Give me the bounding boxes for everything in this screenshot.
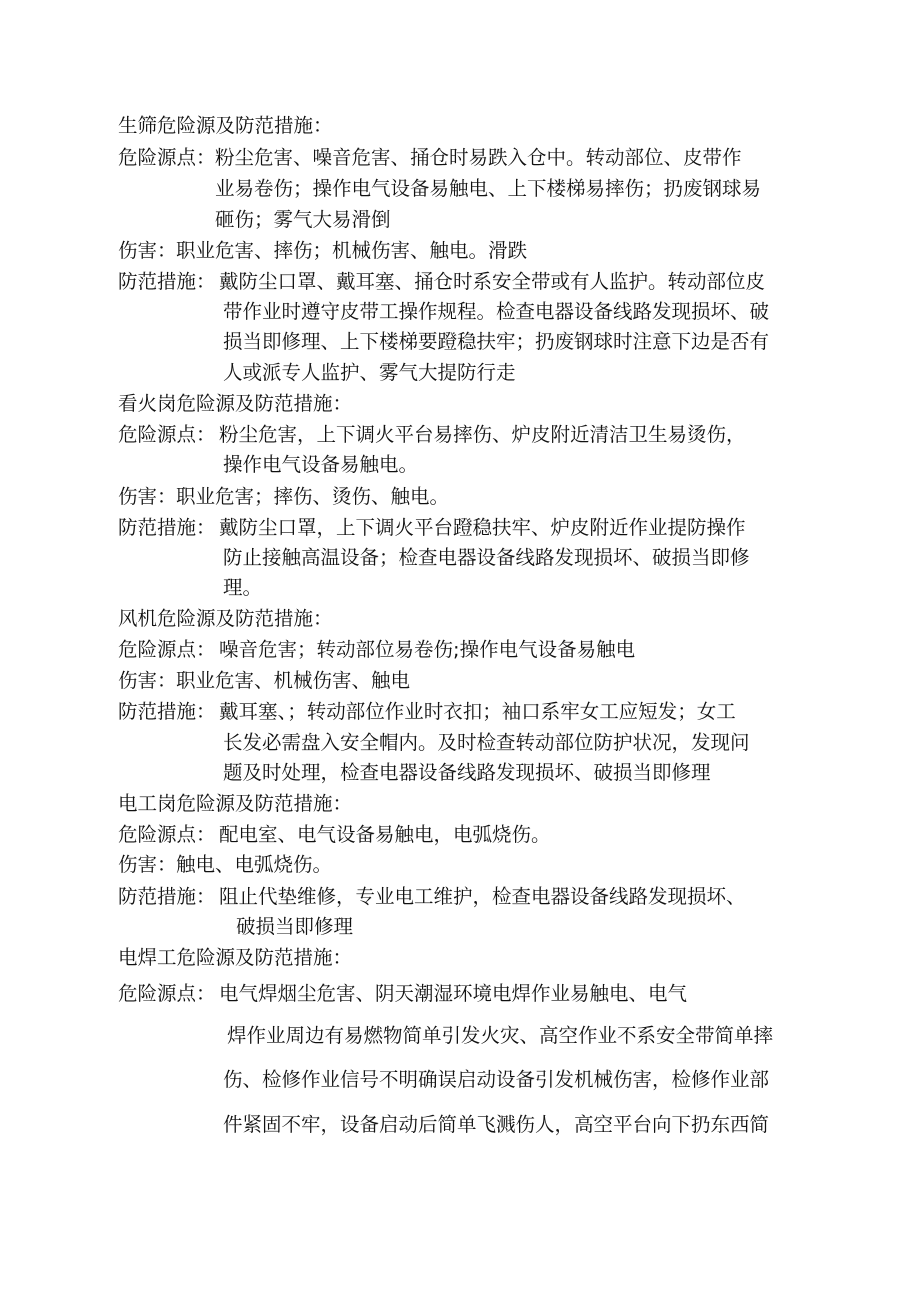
measure-line: 长发必需盘入安全帽内。及时检查转动部位防护状况，发现问 (223, 731, 750, 754)
hazard-line: 电气焊烟尘危害、阴天潮湿环境电焊作业易触电、电气 (219, 982, 688, 1005)
measure-line: 戴防尘口罩、戴耳塞、捅仓时系安全带或有人监护。转动部位皮 (219, 270, 766, 293)
hazard-line: 配电室、电气设备易触电，电弧烧伤。 (219, 823, 551, 846)
measure-label: 防范措施： (118, 516, 216, 539)
measure-line: 人或派专人监护、雾气大提防行走 (223, 361, 516, 384)
hazard-line: 粉尘危害、噪音危害、捅仓时易跌入仓中。转动部位、皮带作 (215, 146, 742, 169)
harm-label: 伤害： (118, 853, 177, 876)
harm-label: 伤害： (118, 239, 177, 262)
hazard-line: 业易卷伤；操作电气设备易触电、上下楼梯易摔伤；扔废钢球易 (215, 177, 762, 200)
hazard-line: 焊作业周边有易燃物简单引发火灾、高空作业不系安全带简单摔 (227, 1024, 774, 1047)
hazard-label: 危险源点： (118, 823, 216, 846)
measure-line: 带作业时遵守皮带工操作规程。检查电器设备线路发现损坏、破 (223, 300, 770, 323)
measure-line: 防止接触高温设备；检查电器设备线路发现损坏、破损当即修 (223, 546, 750, 569)
measure-line: 戴防尘口罩，上下调火平台蹬稳扶牢、炉皮附近作业提防操作 (219, 516, 746, 539)
harm-text: 职业危害、机械伤害、触电 (176, 669, 411, 692)
hazard-label: 危险源点： (118, 146, 216, 169)
harm-text: 职业危害；摔伤、烫伤、触电。 (176, 485, 450, 508)
hazard-label: 危险源点： (118, 982, 216, 1005)
measure-line: 破损当即修理 (236, 915, 354, 938)
hazard-line: 操作电气设备易触电。 (223, 453, 419, 476)
harm-text: 触电、电弧烧伤。 (176, 853, 333, 876)
measure-label: 防范措施： (118, 270, 216, 293)
hazard-line: 伤、检修作业信号不明确误启动设备引发机械伤害，检修作业部 (223, 1068, 770, 1091)
section-heading: 风机危险源及防范措施： (118, 607, 333, 630)
hazard-label: 危险源点： (118, 423, 216, 446)
measure-line: 损当即修理、上下楼梯要蹬稳扶牢；扔废钢球时注意下边是否有 (223, 330, 770, 353)
hazard-line: 粉尘危害，上下调火平台易摔伤、炉皮附近清洁卫生易烫伤， (219, 423, 746, 446)
harm-label: 伤害： (118, 669, 177, 692)
section-heading: 电工岗危险源及防范措施： (118, 792, 353, 815)
measure-label: 防范措施： (118, 700, 216, 723)
hazard-label: 危险源点： (118, 638, 216, 661)
hazard-line: 砸伤；雾气大易滑倒 (215, 208, 391, 231)
section-heading: 生筛危险源及防范措施： (118, 114, 333, 137)
hazard-line: 件紧固不牢，设备启动后简单飞溅伤人，高空平台向下扔东西简 (223, 1113, 770, 1136)
harm-label: 伤害： (118, 485, 177, 508)
measure-label: 防范措施： (118, 885, 216, 908)
measure-line: 戴耳塞、；转动部位作业时衣扣；袖口系牢女工应短发；女工 (219, 700, 736, 723)
measure-line: 理。 (223, 576, 263, 599)
measure-line: 阻止代垫维修，专业电工维护，检查电器设备线路发现损坏、 (219, 885, 746, 908)
hazard-line: 噪音危害；转动部位易卷伤;操作电气设备易触电 (219, 638, 636, 661)
measure-line: 题及时处理，检查电器设备线路发现损坏、破损当即修理 (223, 761, 711, 784)
section-heading: 电焊工危险源及防范措施： (118, 946, 353, 969)
harm-text: 职业危害、摔伤；机械伤害、触电。滑跌 (176, 239, 528, 262)
section-heading: 看火岗危险源及防范措施： (118, 392, 353, 415)
